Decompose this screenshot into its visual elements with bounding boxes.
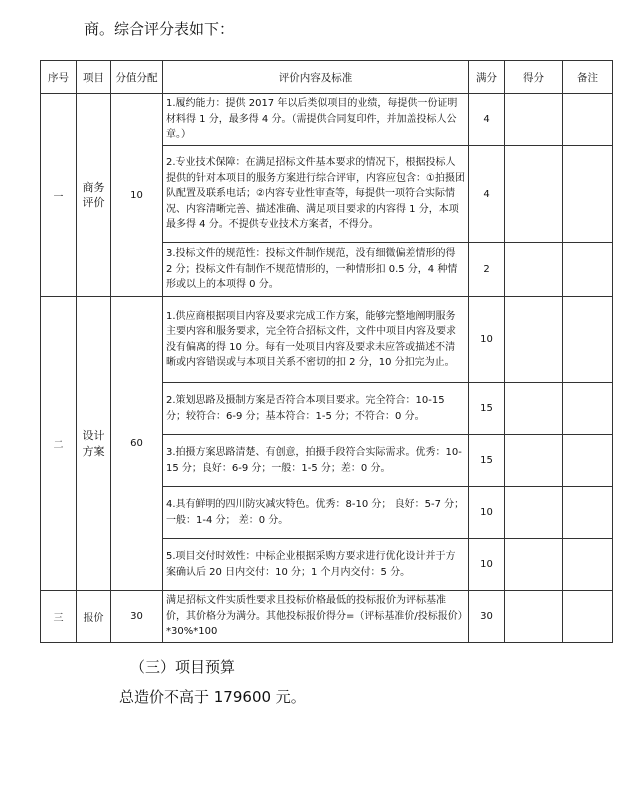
note-cell [563,435,613,487]
max-cell: 15 [469,435,505,487]
table-header-row [41,61,613,94]
criteria-cell: 4.具有鲜明的四川防灾减灾特色。优秀：8-10 分； 良好：5-7 分； 一般：1-4 分； 差：0 分。 [163,487,469,539]
header-no: 序号 [41,61,77,94]
score-cell [505,243,563,297]
intro-text: 商。综合评分表如下： [84,20,235,38]
note-cell [563,539,613,591]
note-cell [563,146,613,243]
section-heading: （三）项目预算 [130,658,236,676]
note-cell [563,243,613,297]
header-note: 备注 [563,61,613,94]
note-cell [563,297,613,383]
group-no: 一 [41,94,77,297]
table-row [41,297,613,383]
score-cell [505,146,563,243]
note-cell [563,383,613,435]
criteria-cell: 3.拍摄方案思路清楚、有创意，拍摄手段符合实际需求。优秀：10-15 分；良好：6-9 分；一般：1-5 分；差：0 分。 [163,435,469,487]
group-item: 商务评价 [77,94,111,297]
criteria-cell: 3.投标文件的规范性：投标文件制作规范，没有细微偏差情形的得 2 分；投标文件有制作不规范情形的，一种情形扣 0.5 分，4 种情形或以上的本项得 0 分。 [163,243,469,297]
score-cell [505,94,563,146]
score-cell [505,591,563,643]
criteria-cell: 2.策划思路及摄制方案是否符合本项目要求。完全符合：10-15 分；较符合：6-9 分；基本符合：1-5 分；不符合：0 分。 [163,383,469,435]
criteria-cell: 2.专业技术保障：在满足招标文件基本要求的情况下，根据投标人提供的针对本项目的服务方案进行综合评审，内容应包含：①拍摄团队配置及联系电话；②内容专业性审查等，每提供一项符合实际情况、内容清晰完善、描述准确、满足项目要求的内容得 1 分，本项最多得 4 分。不提供专业技术方案者，不得分。 [163,146,469,243]
max-cell: 4 [469,94,505,146]
budget-text: 总造价不高于 179600 元。 [119,688,306,706]
header-item: 项目 [77,61,111,94]
group-no: 二 [41,297,77,591]
note-cell [563,487,613,539]
max-cell: 10 [469,487,505,539]
criteria-cell: 满足招标文件实质性要求且投标价格最低的投标报价为评标基准价，其价格分为满分。其他投标报价得分=（评标基准价/投标报价）*30%*100 [163,591,469,643]
criteria-cell: 1.供应商根据项目内容及要求完成工作方案，能够完整地阐明服务主要内容和服务要求，完全符合招标文件，文件中项目内容及要求没有偏离的得 10 分。每有一处项目内容及要求未应答或描述不清晰或内容错误或与本项目关系不密切的扣 2 分，10 分扣完为止。 [163,297,469,383]
criteria-cell: 5.项目交付时效性：中标企业根据采购方要求进行优化设计并于方案确认后 20 日内交付：10 分；1 个月内交付：5 分。 [163,539,469,591]
score-cell [505,383,563,435]
score-cell [505,487,563,539]
group-points: 30 [111,591,163,643]
score-cell [505,539,563,591]
header-criteria: 评价内容及标准 [163,61,469,94]
table-row [41,94,613,146]
header-max: 满分 [469,61,505,94]
group-item: 设计方案 [77,297,111,591]
group-item: 报价 [77,591,111,643]
max-cell: 4 [469,146,505,243]
header-score: 得分 [505,61,563,94]
scoring-table [40,60,613,643]
header-points: 分值分配 [111,61,163,94]
table-row [41,591,613,643]
max-cell: 2 [469,243,505,297]
group-points: 10 [111,94,163,297]
criteria-cell: 1.履约能力：提供 2017 年以后类似项目的业绩，每提供一份证明材料得 1 分，最多得 4 分。（需提供合同复印件，并加盖投标人公章。） [163,94,469,146]
max-cell: 30 [469,591,505,643]
group-no: 三 [41,591,77,643]
note-cell [563,591,613,643]
max-cell: 10 [469,539,505,591]
note-cell [563,94,613,146]
max-cell: 10 [469,297,505,383]
group-points: 60 [111,297,163,591]
score-cell [505,435,563,487]
max-cell: 15 [469,383,505,435]
score-cell [505,297,563,383]
